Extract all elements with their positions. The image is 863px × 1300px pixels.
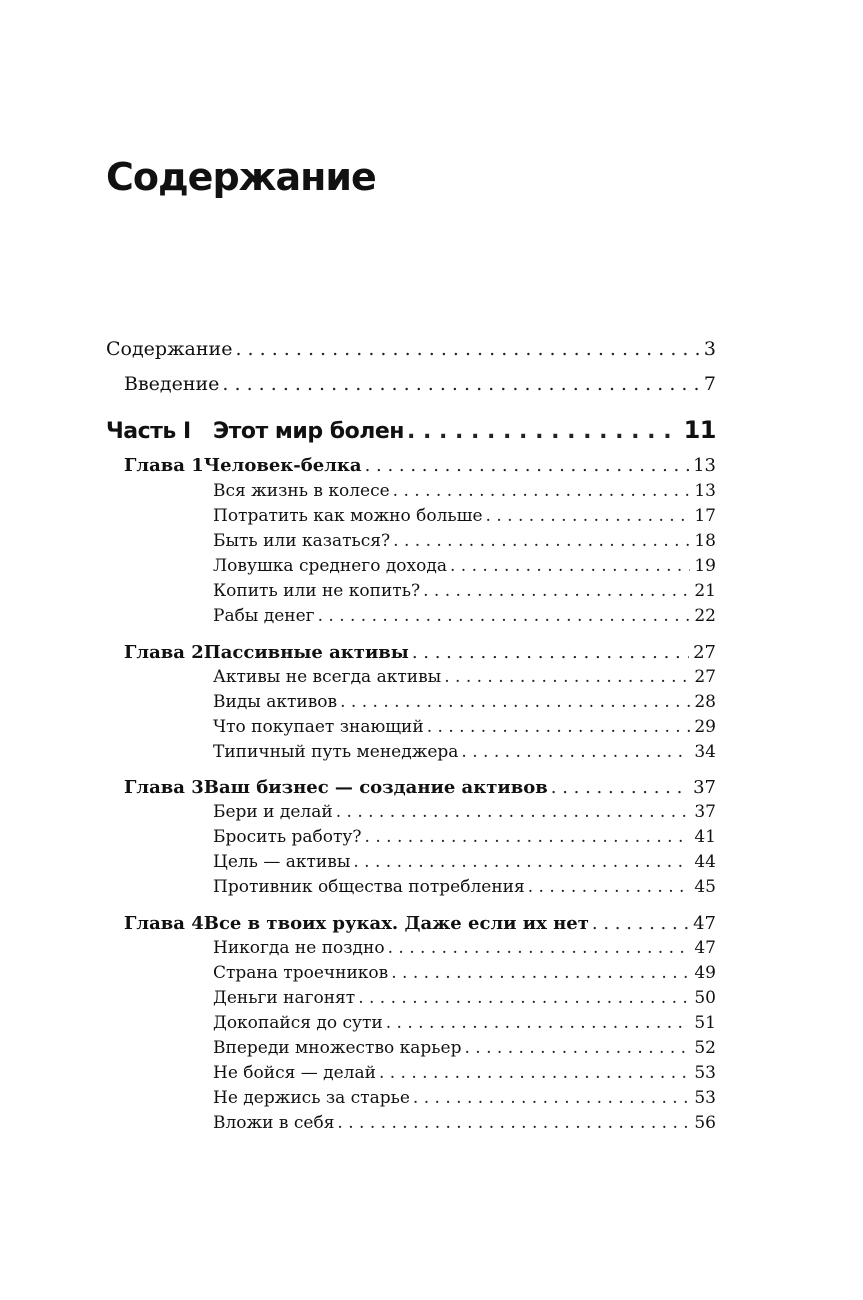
page-number: 27 <box>694 667 716 687</box>
toc-entry-section[interactable] <box>213 963 716 983</box>
page-number: 37 <box>694 802 716 822</box>
page-number: 29 <box>694 717 716 737</box>
dot-leader <box>336 802 691 822</box>
toc-entry-introduction[interactable] <box>124 373 716 395</box>
toc-entry-section[interactable] <box>213 667 716 687</box>
chapter-title: Человек-белка <box>203 455 362 476</box>
toc-entry-part-1[interactable] <box>106 416 716 444</box>
dot-leader <box>450 556 690 576</box>
chapter-title: Все в твоих руках. Даже если их нет <box>203 913 589 934</box>
section-title: Что покупает знающий <box>213 717 424 737</box>
part-title: Этот мир болен <box>213 419 404 444</box>
dot-leader <box>337 1113 690 1133</box>
toc-entry-section[interactable] <box>213 606 716 626</box>
section-title: Ловушка среднего дохода <box>213 556 447 576</box>
section-title: Активы не всегда активы <box>213 667 442 687</box>
section-title: Бросить работу? <box>213 827 362 847</box>
toc-entry-section[interactable] <box>213 531 716 551</box>
section-title: Цель — активы <box>213 852 351 872</box>
dot-leader <box>318 606 691 626</box>
chapter-title: Пассивные активы <box>203 642 409 663</box>
dot-leader <box>413 1088 690 1108</box>
section-title: Страна троечников <box>213 963 389 983</box>
chapter-title: Ваш бизнес — создание активов <box>203 777 548 798</box>
dot-leader <box>222 373 699 395</box>
toc-entry-section[interactable] <box>213 852 716 872</box>
toc-entry-section[interactable] <box>213 481 716 501</box>
chapter-label: Глава 2 <box>124 642 204 663</box>
dot-leader <box>386 1013 691 1033</box>
page-number: 53 <box>694 1063 716 1083</box>
dot-leader <box>235 338 699 360</box>
toc-entry-section[interactable] <box>213 556 716 576</box>
dot-leader <box>379 1063 690 1083</box>
dot-leader <box>358 988 690 1008</box>
dot-leader <box>391 963 690 983</box>
entry-title: Введение <box>124 373 220 395</box>
toc-entry-section[interactable] <box>213 1113 716 1133</box>
toc-entry-section[interactable] <box>213 506 716 526</box>
toc-entry-chapter-1[interactable] <box>124 455 716 476</box>
section-title: Противник общества потребления <box>213 877 525 897</box>
part-label: Часть I <box>106 419 191 444</box>
section-title: Вся жизнь в колесе <box>213 481 390 501</box>
toc-entry-section[interactable] <box>213 1063 716 1083</box>
dot-leader <box>423 581 690 601</box>
section-title: Не держись за старье <box>213 1088 410 1108</box>
section-title: Докопайся до сути <box>213 1013 383 1033</box>
chapter-label: Глава 4 <box>124 913 204 934</box>
page-number: 47 <box>693 913 716 934</box>
toc-entry-chapter-4[interactable] <box>124 913 716 934</box>
section-title: Виды активов <box>213 692 338 712</box>
page-number: 34 <box>694 742 716 762</box>
toc-entry-section[interactable] <box>213 1088 716 1108</box>
page-number: 51 <box>694 1013 716 1033</box>
page-number: 19 <box>694 556 716 576</box>
toc-entry-section[interactable] <box>213 827 716 847</box>
section-title: Рабы денег <box>213 606 315 626</box>
toc-entry-section[interactable] <box>213 1013 716 1033</box>
dot-leader <box>528 877 691 897</box>
section-title: Быть или казаться? <box>213 531 391 551</box>
page-number: 13 <box>693 455 716 476</box>
toc-entry-section[interactable] <box>213 988 716 1008</box>
dot-leader <box>461 742 690 762</box>
page-number: 56 <box>694 1113 716 1133</box>
page-number: 37 <box>693 777 716 798</box>
chapter-label: Глава 1 <box>124 455 204 476</box>
page-number: 21 <box>694 581 716 601</box>
section-title: Типичный путь менеджера <box>213 742 459 762</box>
page-number: 7 <box>703 373 716 395</box>
entry-title: Содержание <box>106 338 233 360</box>
section-title: Бери и делай <box>213 802 333 822</box>
dot-leader <box>592 913 689 934</box>
toc-entry-section[interactable] <box>213 938 716 958</box>
toc-entry-section[interactable] <box>213 717 716 737</box>
page-number: 41 <box>694 827 716 847</box>
toc-entry-section[interactable] <box>213 1038 716 1058</box>
section-title: Потратить как можно больше <box>213 506 483 526</box>
dot-leader <box>407 419 680 444</box>
page-number: 49 <box>694 963 716 983</box>
page-number: 53 <box>694 1088 716 1108</box>
section-title: Копить или не копить? <box>213 581 421 601</box>
dot-leader <box>427 717 691 737</box>
page-number: 45 <box>694 877 716 897</box>
dot-leader <box>388 938 691 958</box>
page-number: 13 <box>694 481 716 501</box>
dot-leader <box>465 1038 691 1058</box>
toc-entry-section[interactable] <box>213 581 716 601</box>
section-title: Никогда не поздно <box>213 938 385 958</box>
dot-leader <box>365 455 690 476</box>
dot-leader <box>393 481 691 501</box>
page-number: 28 <box>694 692 716 712</box>
dot-leader <box>365 827 691 847</box>
page-number: 17 <box>694 506 716 526</box>
section-title: Деньги нагонят <box>213 988 356 1008</box>
dot-leader <box>412 642 689 663</box>
page-number: 47 <box>694 938 716 958</box>
page-number: 27 <box>693 642 716 663</box>
dot-leader <box>340 692 690 712</box>
toc-entry-section[interactable] <box>213 877 716 897</box>
section-title: Впереди множество карьер <box>213 1038 462 1058</box>
dot-leader <box>486 506 691 526</box>
dot-leader <box>551 777 689 798</box>
toc-entry-chapter-3[interactable] <box>124 777 716 798</box>
dot-leader <box>353 852 690 872</box>
page-number: 52 <box>694 1038 716 1058</box>
page-number: 44 <box>694 852 716 872</box>
page-number: 3 <box>703 338 716 360</box>
dot-leader <box>444 667 690 687</box>
page-number: 18 <box>694 531 716 551</box>
toc-entry-chapter-2[interactable] <box>124 642 716 663</box>
toc-entry-section[interactable] <box>213 692 716 712</box>
section-title: Вложи в себя <box>213 1113 335 1133</box>
page-number: 50 <box>694 988 716 1008</box>
toc-entry-section[interactable] <box>213 742 716 762</box>
toc-entry-section[interactable] <box>213 802 716 822</box>
section-title: Не бойся — делай <box>213 1063 376 1083</box>
chapter-label: Глава 3 <box>124 777 204 798</box>
page-number: 22 <box>694 606 716 626</box>
toc-entry-contents[interactable] <box>106 338 716 360</box>
page-number: 11 <box>683 416 716 444</box>
page-title: Содержание <box>106 155 376 199</box>
dot-leader <box>393 531 690 551</box>
